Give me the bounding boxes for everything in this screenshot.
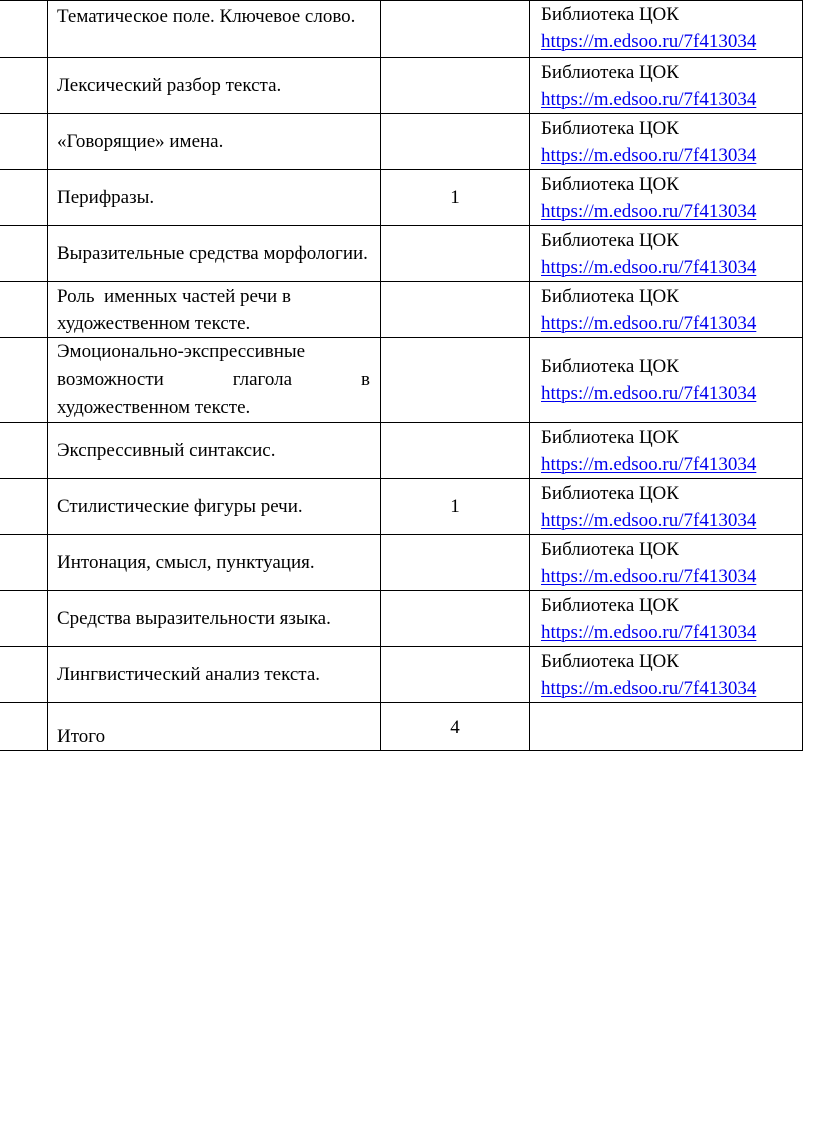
hours-cell — [381, 647, 530, 703]
hours-cell — [381, 114, 530, 170]
topic-cell: Лексический разбор текста. — [48, 58, 381, 114]
resource-link[interactable]: https://m.edsoo.ru/7f413034 — [541, 509, 757, 531]
library-label: Библиотека ЦОК — [541, 173, 679, 195]
resource-cell — [530, 114, 803, 170]
topic-cell: Перифразы. — [48, 170, 381, 226]
table-row — [0, 170, 803, 226]
resource-cell — [530, 423, 803, 479]
row-number-cell — [0, 423, 48, 479]
resource-link[interactable]: https://m.edsoo.ru/7f413034 — [541, 565, 757, 587]
table-row — [0, 1, 803, 58]
hours-cell — [381, 58, 530, 114]
total-hours: 4 — [381, 703, 530, 751]
resource-cell — [530, 591, 803, 647]
resource-cell — [530, 170, 803, 226]
resource-link[interactable]: https://m.edsoo.ru/7f413034 — [541, 621, 757, 643]
resource-link[interactable]: https://m.edsoo.ru/7f413034 — [541, 31, 757, 52]
resource-link[interactable]: https://m.edsoo.ru/7f413034 — [541, 200, 757, 222]
topic-cell: Стилистические фигуры речи. — [48, 479, 381, 535]
resource-link[interactable]: https://m.edsoo.ru/7f413034 — [541, 383, 757, 404]
library-label: Библиотека ЦОК — [541, 594, 679, 616]
library-label: Библиотека ЦОК — [541, 4, 679, 25]
row-number-cell — [0, 647, 48, 703]
topic-line: художественном тексте. — [57, 397, 251, 418]
topic-cell: Лингвистический анализ текста. — [48, 647, 381, 703]
resource-cell — [530, 1, 803, 58]
library-label: Библиотека ЦОК — [541, 650, 679, 672]
total-label: Итого — [48, 703, 381, 751]
row-number-cell — [0, 591, 48, 647]
row-number-cell — [0, 703, 48, 751]
row-number-cell — [0, 1, 48, 58]
library-label: Библиотека ЦОК — [541, 285, 679, 307]
hours-cell: 1 — [381, 479, 530, 535]
resource-link[interactable]: https://m.edsoo.ru/7f413034 — [541, 256, 757, 278]
total-row — [0, 703, 803, 751]
hours-cell — [381, 338, 530, 423]
row-number-cell — [0, 226, 48, 282]
table-row — [0, 423, 803, 479]
hours-cell — [381, 423, 530, 479]
row-number-cell — [0, 170, 48, 226]
topic-cell: Экспрессивный синтаксис. — [48, 423, 381, 479]
topic-cell: «Говорящие» имена. — [48, 114, 381, 170]
table-row — [0, 647, 803, 703]
topic-cell: Средства выразительности языка. — [48, 591, 381, 647]
resource-link[interactable]: https://m.edsoo.ru/7f413034 — [541, 677, 757, 699]
resource-link[interactable]: https://m.edsoo.ru/7f413034 — [541, 453, 757, 475]
library-label: Библиотека ЦОК — [541, 538, 679, 560]
table-row — [0, 114, 803, 170]
table-row — [0, 58, 803, 114]
library-label: Библиотека ЦОК — [541, 356, 679, 377]
library-label: Библиотека ЦОК — [541, 229, 679, 251]
table-row — [0, 282, 803, 338]
resource-cell — [530, 282, 803, 338]
row-number-cell — [0, 479, 48, 535]
library-label: Библиотека ЦОК — [541, 482, 679, 504]
resource-cell — [530, 703, 803, 751]
library-label: Библиотека ЦОК — [541, 117, 679, 139]
row-number-cell — [0, 282, 48, 338]
row-number-cell — [0, 58, 48, 114]
table-row — [0, 226, 803, 282]
hours-cell: 1 — [381, 170, 530, 226]
resource-cell — [530, 338, 803, 423]
resource-cell — [530, 479, 803, 535]
library-label: Библиотека ЦОК — [541, 61, 679, 83]
hours-cell — [381, 1, 530, 58]
resource-cell — [530, 647, 803, 703]
library-label: Библиотека ЦОК — [541, 426, 679, 448]
resource-link[interactable]: https://m.edsoo.ru/7f413034 — [541, 312, 757, 334]
topic-cell: Тематическое поле. Ключевое слово. — [48, 1, 381, 58]
hours-cell — [381, 282, 530, 338]
resource-cell — [530, 226, 803, 282]
topic-cell: Интонация, смысл, пунктуация. — [48, 535, 381, 591]
resource-cell — [530, 535, 803, 591]
table-row — [0, 591, 803, 647]
hours-cell — [381, 226, 530, 282]
row-number-cell — [0, 535, 48, 591]
resource-link[interactable]: https://m.edsoo.ru/7f413034 — [541, 144, 757, 166]
topic-cell: Роль именных частей речи в художественном тексте. — [48, 282, 381, 338]
table-row — [0, 479, 803, 535]
topic-line: Эмоционально-экспрессивные — [57, 341, 306, 362]
table-row — [0, 338, 803, 423]
resource-cell — [530, 58, 803, 114]
row-number-cell — [0, 338, 48, 423]
hours-cell — [381, 591, 530, 647]
topic-cell — [48, 338, 381, 423]
row-number-cell — [0, 114, 48, 170]
topic-line: возможности глагола в — [57, 369, 370, 390]
hours-cell — [381, 535, 530, 591]
topic-cell: Выразительные средства морфологии. — [48, 226, 381, 282]
table-row — [0, 535, 803, 591]
resource-link[interactable]: https://m.edsoo.ru/7f413034 — [541, 88, 757, 110]
